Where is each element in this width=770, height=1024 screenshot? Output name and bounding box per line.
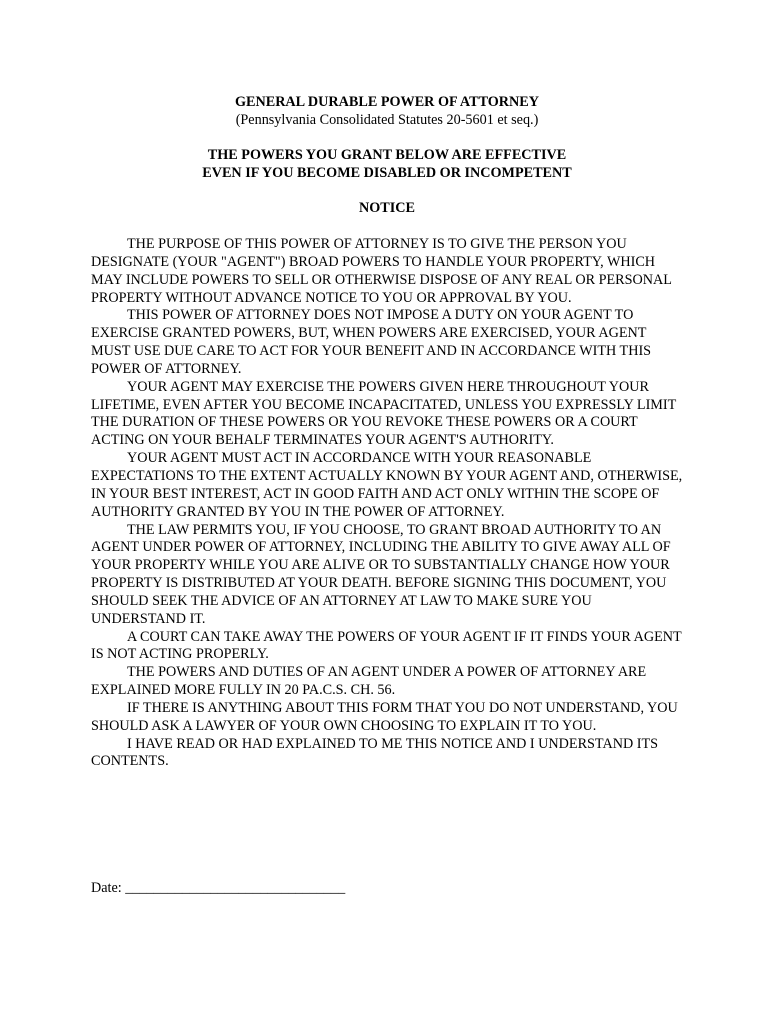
notice-paragraph-acknowledgement: I HAVE READ OR HAD EXPLAINED TO ME THIS NOTICE AND I UNDERSTAND ITS CONTENTS.	[91, 735, 659, 770]
notice-paragraph-purpose: THE PURPOSE OF THIS POWER OF ATTORNEY IS TO GIVE THE PERSON YOU DESIGNATE (YOUR "AGENT") BROAD POWERS TO HANDLE YOUR PROPERTY, WHICH MAY INCLUDE POWERS TO SELL OR OTHERWISE DISPOSE OF ANY REAL OR PERSONAL PROPERTY WITHOUT ADVANCE NOTICE TO YOU OR APPROVAL BY YOU.	[91, 236, 672, 306]
notice-paragraph-expectations: YOUR AGENT MUST ACT IN ACCORDANCE WITH YOUR REASONABLE EXPECTATIONS TO THE EXTENT ACTUALLY KNOWN BY YOUR AGENT AND, OTHERWISE, IN YOUR BEST INTEREST, ACT IN GOOD FAITH AND ACT ONLY WITHIN THE SCOPE OF AUTHORITY GRANTED BY YOU IN THE POWER OF ATTORNEY.	[91, 450, 683, 520]
notice-heading: NOTICE	[359, 200, 415, 216]
effective-line-1: THE POWERS YOU GRANT BELOW ARE EFFECTIVE	[207, 147, 567, 163]
notice-body	[91, 236, 683, 771]
notice-paragraph-statute: THE POWERS AND DUTIES OF AN AGENT UNDER A POWER OF ATTORNEY ARE EXPLAINED MORE FULLY IN 20 PA.C.S. CH. 56.	[91, 664, 647, 699]
effective-notice-block	[91, 146, 683, 182]
notice-paragraph-duty: THIS POWER OF ATTORNEY DOES NOT IMPOSE A DUTY ON YOUR AGENT TO EXERCISE GRANTED POWERS, BUT, WHEN POWERS ARE EXERCISED, YOUR AGENT MUST USE DUE CARE TO ACT FOR YOUR BENEFIT AND IN ACCORDANCE WITH THIS POWER OF ATTORNEY.	[91, 307, 652, 377]
notice-paragraph-broad-authority: THE LAW PERMITS YOU, IF YOU CHOOSE, TO GRANT BROAD AUTHORITY TO AN AGENT UNDER POWER OF ATTORNEY, INCLUDING THE ABILITY TO GIVE AWAY ALL OF YOUR PROPERTY WHILE YOU ARE ALIVE OR TO SUBSTANTIALLY CHANGE HOW YOUR PROPERTY IS DISTRIBUTED AT YOUR DEATH. BEFORE SIGNING THIS DOCUMENT, YOU SHOULD SEEK THE ADVICE OF AN ATTORNEY AT LAW TO MAKE SURE YOU UNDERSTAND IT.	[91, 521, 671, 627]
document-title: GENERAL DURABLE POWER OF ATTORNEY	[234, 94, 540, 110]
notice-paragraph-lawyer: IF THERE IS ANYTHING ABOUT THIS FORM THAT YOU DO NOT UNDERSTAND, YOU SHOULD ASK A LAWYER OF YOUR OWN CHOOSING TO EXPLAIN IT TO YOU.	[91, 699, 678, 734]
date-line	[91, 879, 345, 897]
date-label: Date:	[91, 880, 126, 896]
effective-line-2: EVEN IF YOU BECOME DISABLED OR INCOMPETENT	[202, 165, 572, 181]
document-page	[91, 93, 683, 771]
date-blank[interactable]: _______________________________	[125, 880, 346, 896]
title-block	[91, 93, 683, 129]
notice-paragraph-lifetime: YOUR AGENT MAY EXERCISE THE POWERS GIVEN HERE THROUGHOUT YOUR LIFETIME, EVEN AFTER YOU BECOME INCAPACITATED, UNLESS YOU EXPRESSLY LIMIT THE DURATION OF THESE POWERS OR YOU REVOKE THESE POWERS OR A COURT ACTING ON YOUR BEHALF TERMINATES YOUR AGENT'S AUTHORITY.	[91, 378, 677, 449]
document-subtitle: (Pennsylvania Consolidated Statutes 20-5601 et seq.)	[235, 112, 539, 128]
notice-paragraph-court: A COURT CAN TAKE AWAY THE POWERS OF YOUR AGENT IF IT FINDS YOUR AGENT IS NOT ACTING PROPERLY.	[91, 628, 682, 663]
